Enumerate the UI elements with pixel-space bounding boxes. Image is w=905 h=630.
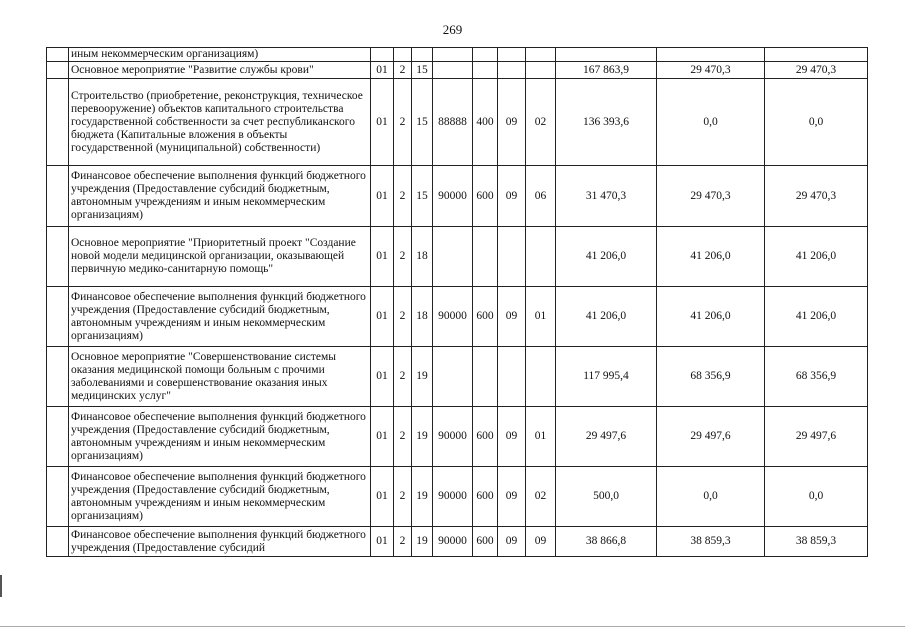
amount-year1-cell: 500,0 <box>556 467 657 527</box>
section-code-cell: 09 <box>498 287 526 347</box>
program-code-cell: 01 <box>371 79 394 166</box>
row-index-cell <box>47 527 69 557</box>
subprogram-code-cell: 2 <box>394 79 412 166</box>
subprogram-code-cell: 2 <box>394 166 412 227</box>
subprogram-code-cell: 2 <box>394 407 412 467</box>
item-name-cell: Финансовое обеспечение выполнения функций бюджетного учреждения (Предоставление субсидий бюджетным, автономным учреждениям и иным некоммерческим организациям) <box>69 166 371 227</box>
amount-year2-cell: 0,0 <box>657 79 765 166</box>
direction-code-cell <box>433 62 473 79</box>
row-index-cell <box>47 48 69 62</box>
amount-year2-cell: 29 470,3 <box>657 62 765 79</box>
row-index-cell <box>47 79 69 166</box>
expense-type-cell: 600 <box>473 166 498 227</box>
item-name-cell: Финансовое обеспечение выполнения функций бюджетного учреждения (Предоставление субсидий <box>69 527 371 557</box>
scan-mark-left <box>0 575 2 597</box>
subsection-code-cell: 02 <box>526 79 556 166</box>
activity-code-cell: 15 <box>412 62 433 79</box>
section-code-cell: 09 <box>498 166 526 227</box>
expense-type-cell: 600 <box>473 287 498 347</box>
subprogram-code-cell: 2 <box>394 287 412 347</box>
item-name-cell: Основное мероприятие "Развитие службы крови" <box>69 62 371 79</box>
subsection-code-cell: 01 <box>526 287 556 347</box>
direction-code-cell: 88888 <box>433 79 473 166</box>
program-code-cell: 01 <box>371 347 394 407</box>
amount-year3-cell <box>765 48 868 62</box>
row-index-cell <box>47 347 69 407</box>
row-index-cell <box>47 467 69 527</box>
table-row <box>47 287 868 347</box>
section-code-cell <box>498 227 526 287</box>
section-code-cell <box>498 347 526 407</box>
section-code-cell: 09 <box>498 407 526 467</box>
amount-year3-cell: 41 206,0 <box>765 287 868 347</box>
amount-year2-cell: 41 206,0 <box>657 287 765 347</box>
budget-table <box>46 47 868 557</box>
direction-code-cell: 90000 <box>433 287 473 347</box>
activity-code-cell: 18 <box>412 287 433 347</box>
direction-code-cell: 90000 <box>433 407 473 467</box>
direction-code-cell: 90000 <box>433 166 473 227</box>
item-name-cell: Финансовое обеспечение выполнения функций бюджетного учреждения (Предоставление субсидий бюджетным, автономным учреждениям и иным некоммерческим организациям) <box>69 467 371 527</box>
table-row <box>47 62 868 79</box>
program-code-cell: 01 <box>371 62 394 79</box>
amount-year2-cell: 41 206,0 <box>657 227 765 287</box>
subsection-code-cell: 01 <box>526 407 556 467</box>
subprogram-code-cell: 2 <box>394 227 412 287</box>
program-code-cell <box>371 48 394 62</box>
direction-code-cell: 90000 <box>433 527 473 557</box>
amount-year3-cell: 38 859,3 <box>765 527 868 557</box>
amount-year2-cell: 29 497,6 <box>657 407 765 467</box>
subprogram-code-cell <box>394 48 412 62</box>
section-code-cell: 09 <box>498 527 526 557</box>
amount-year1-cell: 38 866,8 <box>556 527 657 557</box>
activity-code-cell: 19 <box>412 527 433 557</box>
section-code-cell <box>498 48 526 62</box>
amount-year2-cell: 68 356,9 <box>657 347 765 407</box>
expense-type-cell <box>473 62 498 79</box>
program-code-cell: 01 <box>371 527 394 557</box>
amount-year1-cell: 29 497,6 <box>556 407 657 467</box>
table-row <box>47 467 868 527</box>
table-row <box>47 407 868 467</box>
table-row <box>47 79 868 166</box>
amount-year1-cell: 136 393,6 <box>556 79 657 166</box>
amount-year3-cell: 68 356,9 <box>765 347 868 407</box>
expense-type-cell: 400 <box>473 79 498 166</box>
table-row <box>47 347 868 407</box>
amount-year3-cell: 29 497,6 <box>765 407 868 467</box>
program-code-cell: 01 <box>371 166 394 227</box>
subsection-code-cell <box>526 62 556 79</box>
amount-year3-cell: 29 470,3 <box>765 62 868 79</box>
subsection-code-cell: 09 <box>526 527 556 557</box>
row-index-cell <box>47 166 69 227</box>
subsection-code-cell <box>526 227 556 287</box>
table-row <box>47 527 868 557</box>
amount-year2-cell: 38 859,3 <box>657 527 765 557</box>
activity-code-cell: 19 <box>412 407 433 467</box>
expense-type-cell <box>473 347 498 407</box>
row-index-cell <box>47 287 69 347</box>
direction-code-cell: 90000 <box>433 467 473 527</box>
amount-year3-cell: 0,0 <box>765 79 868 166</box>
subsection-code-cell: 02 <box>526 467 556 527</box>
activity-code-cell: 15 <box>412 166 433 227</box>
direction-code-cell <box>433 48 473 62</box>
amount-year3-cell: 41 206,0 <box>765 227 868 287</box>
program-code-cell: 01 <box>371 467 394 527</box>
amount-year1-cell: 41 206,0 <box>556 227 657 287</box>
table-row <box>47 227 868 287</box>
amount-year1-cell: 41 206,0 <box>556 287 657 347</box>
page-number: 269 <box>442 22 463 37</box>
budget-table-body <box>47 48 868 557</box>
subprogram-code-cell: 2 <box>394 62 412 79</box>
subprogram-code-cell: 2 <box>394 347 412 407</box>
activity-code-cell: 19 <box>412 347 433 407</box>
amount-year2-cell: 0,0 <box>657 467 765 527</box>
expense-type-cell: 600 <box>473 467 498 527</box>
subprogram-code-cell: 2 <box>394 467 412 527</box>
section-code-cell: 09 <box>498 467 526 527</box>
section-code-cell: 09 <box>498 79 526 166</box>
activity-code-cell <box>412 48 433 62</box>
scan-mark-bottom <box>0 626 905 627</box>
activity-code-cell: 15 <box>412 79 433 166</box>
activity-code-cell: 18 <box>412 227 433 287</box>
item-name-cell: Финансовое обеспечение выполнения функций бюджетного учреждения (Предоставление субсидий бюджетным, автономным учреждениям и иным некоммерческим организациям) <box>69 407 371 467</box>
amount-year1-cell <box>556 48 657 62</box>
program-code-cell: 01 <box>371 287 394 347</box>
program-code-cell: 01 <box>371 227 394 287</box>
item-name-cell: Основное мероприятие "Приоритетный проект "Создание новой модели медицинской организации, оказывающей первичную медико-санитарную помощь" <box>69 227 371 287</box>
amount-year3-cell: 29 470,3 <box>765 166 868 227</box>
expense-type-cell <box>473 227 498 287</box>
amount-year1-cell: 31 470,3 <box>556 166 657 227</box>
subsection-code-cell <box>526 48 556 62</box>
table-row <box>47 48 868 62</box>
expense-type-cell: 600 <box>473 407 498 467</box>
subsection-code-cell: 06 <box>526 166 556 227</box>
amount-year1-cell: 117 995,4 <box>556 347 657 407</box>
item-name-cell: Финансовое обеспечение выполнения функций бюджетного учреждения (Предоставление субсидий бюджетным, автономным учреждениям и иным некоммерческим организациям) <box>69 287 371 347</box>
section-code-cell <box>498 62 526 79</box>
row-index-cell <box>47 62 69 79</box>
program-code-cell: 01 <box>371 407 394 467</box>
amount-year1-cell: 167 863,9 <box>556 62 657 79</box>
amount-year2-cell <box>657 48 765 62</box>
subprogram-code-cell: 2 <box>394 527 412 557</box>
amount-year3-cell: 0,0 <box>765 467 868 527</box>
row-index-cell <box>47 227 69 287</box>
item-name-cell: Основное мероприятие "Совершенствование системы оказания медицинской помощи больным с прочими заболеваниями и совершенствование оказания иных медицинских услуг" <box>69 347 371 407</box>
expense-type-cell: 600 <box>473 527 498 557</box>
amount-year2-cell: 29 470,3 <box>657 166 765 227</box>
item-name-cell: Строительство (приобретение, реконструкция, техническое перевооружение) объектов капитального строительства государственной собственности за счет республиканского бюджета (Капитальные вложения в объекты государственной (муниципальной) собственности) <box>69 79 371 166</box>
direction-code-cell <box>433 227 473 287</box>
expense-type-cell <box>473 48 498 62</box>
activity-code-cell: 19 <box>412 467 433 527</box>
table-row <box>47 166 868 227</box>
item-name-cell: иным некоммерческим организациям) <box>69 48 371 62</box>
subsection-code-cell <box>526 347 556 407</box>
direction-code-cell <box>433 347 473 407</box>
row-index-cell <box>47 407 69 467</box>
